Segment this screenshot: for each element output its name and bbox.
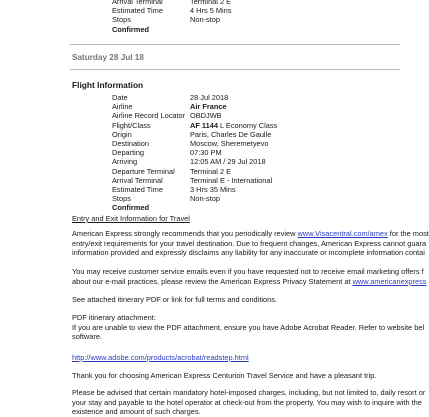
field-value: 12:05 AM / 29 Jul 2018	[190, 157, 266, 167]
prev-confirmed-row	[0, 25, 400, 34]
flight-class-row	[0, 121, 400, 130]
paragraph-line	[72, 229, 429, 239]
date-row	[0, 93, 400, 102]
departure-terminal-row	[0, 167, 400, 176]
field-label: Estimated Time	[112, 6, 163, 16]
paragraph-line	[72, 276, 427, 287]
paragraph-line: Please be advised that certain mandatory hotel-imposed charges, including, but not limited to, daily resort or	[72, 388, 426, 397]
arrival-terminal-row	[0, 176, 400, 185]
field-label: Stops	[112, 194, 131, 204]
field-label: Arrival Terminal	[112, 0, 163, 6]
date-heading: Saturday 28 Jul 18	[72, 53, 144, 62]
field-label: Origin	[112, 129, 132, 139]
paragraph-line: PDF itinerary attachment:	[72, 313, 156, 322]
field-label: Airline Record Locator	[112, 111, 186, 121]
field-value: Terminal 2 E	[190, 0, 232, 6]
field-label: Flight/Class	[112, 120, 151, 130]
prev-estimated-time-row	[0, 6, 400, 15]
cabin-class: L Economy Class	[220, 120, 278, 130]
text-run: for the most	[387, 229, 429, 238]
paragraph-line: You may receive customer service emails even if you have requested not to receive email marketing offers f	[72, 267, 424, 276]
hotel-charges-paragraph	[72, 388, 426, 417]
field-label: Stops	[112, 15, 131, 25]
confirmed-status: Confirmed	[112, 24, 149, 34]
previous-flight-details	[0, 0, 400, 34]
confirmed-status: Confirmed	[112, 203, 149, 213]
field-value: Paris, Charles De Gaulle	[190, 129, 272, 139]
record-locator-row	[0, 111, 400, 120]
airline-row	[0, 102, 400, 111]
divider	[70, 44, 400, 45]
field-value: Moscow, Sheremetyevo	[190, 138, 269, 148]
paragraph-line: existence and amount of such charges.	[72, 407, 201, 417]
field-value: 28 Jul 2018	[190, 93, 229, 102]
thank-you-paragraph: Thank you for choosing American Express Centurion Travel Service and have a pleasant trip.	[72, 371, 377, 380]
visacentral-link[interactable]: www.Visacentral.com/amex	[297, 229, 388, 238]
field-label: Estimated Time	[112, 184, 163, 194]
airline-name: Air France	[190, 102, 227, 112]
entry-exit-info-link[interactable]: Entry and Exit Information for Travel	[72, 214, 190, 223]
departing-row	[0, 148, 400, 157]
stops-row	[0, 194, 400, 203]
entry-exit-line	[72, 214, 412, 224]
field-value: 07:30 PM	[190, 148, 222, 158]
field-label: Destination	[112, 138, 149, 148]
paragraph-line: software.	[72, 332, 102, 342]
estimated-time-row	[0, 185, 400, 194]
field-value	[190, 102, 227, 111]
confirmed-row	[0, 203, 400, 212]
field-label: Airline	[112, 102, 133, 112]
field-value: Non-stop	[190, 194, 220, 204]
field-label: Arriving	[112, 157, 138, 167]
section-title: Flight Information	[72, 80, 144, 90]
terms-paragraph: See attached itinerary PDF or link for full terms and conditions.	[72, 295, 277, 304]
field-label: Arrival Terminal	[112, 175, 163, 185]
adobe-reader-link[interactable]: http://www.adobe.com/products/acrobat/readstep.html	[72, 353, 249, 362]
divider	[70, 69, 400, 70]
prev-stops-row	[0, 15, 400, 24]
field-value: OBDJWB	[190, 111, 222, 121]
pdf-attachment-paragraph	[72, 313, 425, 342]
flight-number: AF 1144	[190, 120, 218, 130]
field-label: Departure Terminal	[112, 166, 175, 176]
paragraph-line: information provided and expressly disclaims any liability for any inaccurate or incomplete information contai	[72, 248, 425, 258]
paragraph-line: If you are unable to view the PDF attachment, ensure you have Adobe Acrobat Reader. Refer to website bel	[72, 322, 425, 332]
email-marketing-paragraph	[72, 267, 427, 286]
flight-info-table	[0, 93, 400, 212]
field-value	[190, 121, 277, 130]
origin-row	[0, 130, 400, 139]
arriving-row	[0, 157, 400, 166]
text-run: about our e-mail practices, please review the American Express Privacy Statement at	[72, 276, 353, 286]
field-value: Terminal E - International	[190, 175, 273, 185]
field-value: 3 Hrs 35 Mins	[190, 184, 236, 194]
field-value: Terminal 2 E	[190, 166, 232, 176]
text-run: American Express strongly recommends that you periodically review	[72, 229, 298, 238]
paragraph-line: your stay and payable to the hotel operator at check-out from the property. You may wish to inquire with the	[72, 397, 422, 407]
visa-advisory-paragraph	[72, 229, 429, 258]
privacy-statement-link[interactable]: www.americanexpress	[352, 276, 427, 286]
field-label: Date	[112, 93, 128, 102]
adobe-link-line	[72, 353, 412, 363]
field-value: Non-stop	[190, 15, 220, 25]
field-value: 4 Hrs 5 Mins	[190, 6, 232, 16]
destination-row	[0, 139, 400, 148]
paragraph-line: entry/exit requirements for your travel destination. Due to frequent changes, American Express cannot guara	[72, 238, 427, 248]
field-label: Departing	[112, 148, 145, 158]
